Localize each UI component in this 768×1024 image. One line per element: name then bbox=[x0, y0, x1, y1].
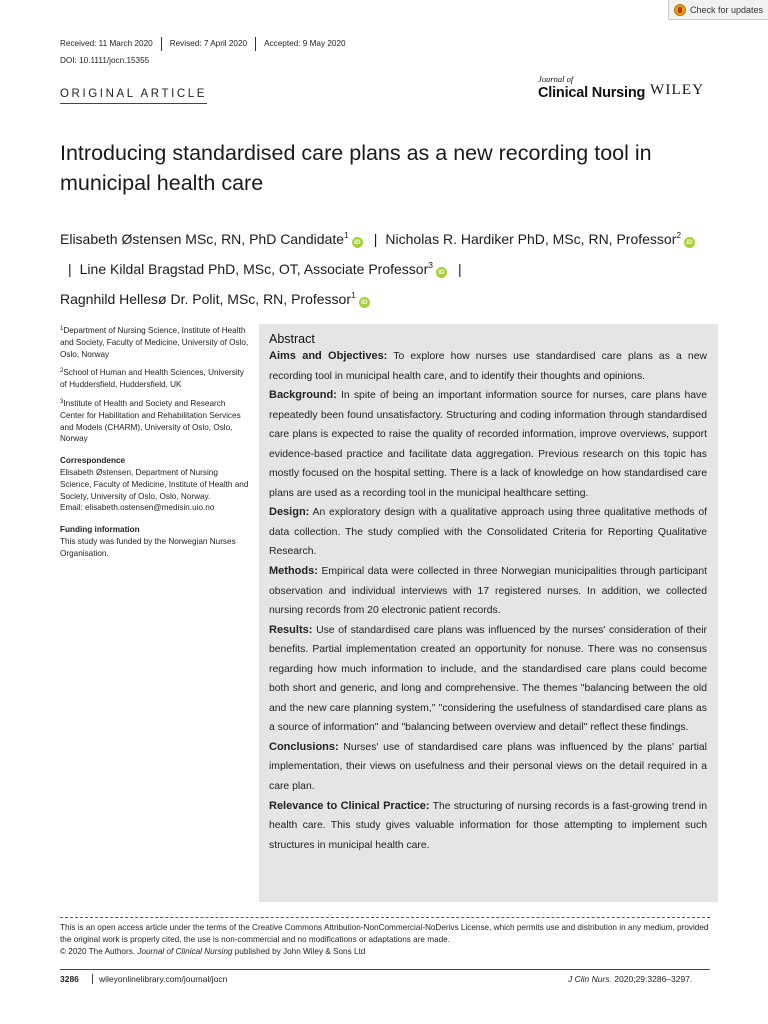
orcid-icon[interactable]: iD bbox=[352, 237, 363, 248]
abstract-section-text: Nurses' use of standardised care plans was influenced by the plans' partial implementation, their views on usefulness and their personal views on the detail required in a care plan. bbox=[269, 741, 707, 793]
abstract-section-label: Background: bbox=[269, 389, 337, 402]
abstract-section-text: An exploratory design with a qualitative approach using three qualitative methods of data collection. The study complied with the Consolidated Criteria for Reporting Qualitative Research. bbox=[269, 507, 707, 558]
copyright-line bbox=[60, 946, 710, 958]
front-matter-sidebar bbox=[60, 324, 250, 566]
copyright-suffix: published by John Wiley & Sons Ltd bbox=[232, 947, 366, 957]
correspondence-email[interactable]: Email: elisabeth.ostensen@medisin.uio.no bbox=[60, 503, 215, 513]
revised-date: Revised: 7 April 2020 bbox=[161, 37, 255, 51]
author-separator: | bbox=[457, 261, 462, 277]
correspondence-body: Elisabeth Østensen, Department of Nursing Science, Faculty of Medicine, Institute of Health and Society, University of Oslo, Oslo, Norway. bbox=[60, 467, 249, 501]
journal-of: Journal of bbox=[538, 74, 574, 84]
abstract-section-label: Conclusions: bbox=[269, 740, 339, 753]
received-date: Received: 11 March 2020 bbox=[60, 39, 153, 48]
abstract-section bbox=[269, 738, 707, 797]
affiliation-mark: 2 bbox=[676, 230, 682, 240]
affiliation-mark: 1 bbox=[350, 290, 356, 300]
orcid-icon[interactable]: iD bbox=[359, 297, 370, 308]
journal-name: Clinical Nursing bbox=[538, 85, 646, 101]
abstract-section-label: Aims and Objectives: bbox=[269, 350, 388, 362]
affiliation-text: Department of Nursing Science, Institute of Health and Society, Faculty of Medicine, University of Oslo, Oslo, Norway bbox=[60, 326, 249, 359]
abstract-section-text: In spite of being an important information source for nurses, care plans have repeatedly been found unsatisfactory. Structuring and coding information through standardised care plans is expected to raise the quality of recorded information, improve overviews, support evidence-based practice and facilitate data aggregation. Previous research on this topic has mostly focused on the hospital setting. There is a lack of knowledge on how standardised care plans are used as a recording tool in the municipal healthcare setting. bbox=[269, 390, 707, 499]
abstract-box bbox=[259, 324, 718, 902]
citation-journal: J Clin Nurs. bbox=[568, 974, 612, 984]
abstract-section-text: Use of standardised care plans was influenced by the nurses' consideration of their benefits. Partial implementation created an opportunity for nonuse. There was no consensus regarding how much information to include, and the standardised care plans could become both short and generic, and long and comprehensive. The themes "balancing between the old and the new care planning system," "considering the usefulness of standardised care plans as a source of information" and "balancing between overview and detail" reflect these findings. bbox=[269, 624, 707, 734]
history-dates bbox=[60, 37, 354, 51]
abstract-section bbox=[269, 562, 707, 621]
funding-body: This study was funded by the Norwegian Nurses Organisation. bbox=[60, 536, 236, 558]
publisher-logo: WILEY bbox=[650, 82, 705, 98]
affiliation bbox=[60, 324, 250, 360]
affiliation-mark: 3 bbox=[428, 260, 433, 270]
author: Ragnhild Hellesø Dr. Polit, MSc, RN, Professor bbox=[60, 291, 351, 307]
abstract-section bbox=[269, 503, 707, 562]
journal-logo bbox=[538, 75, 645, 102]
journal-website-link[interactable]: wileyonlinelibrary.com/journal/jocn bbox=[92, 974, 227, 984]
abstract-section-text: Empirical data were collected in three Norwegian municipalities through participant observation and individual interviews with 17 registered nurses. In addition, we collected nursing records from 20 electronic patient records. bbox=[269, 566, 707, 617]
orcid-icon[interactable]: iD bbox=[684, 237, 695, 248]
copyright-prefix: © 2020 The Authors. bbox=[60, 947, 138, 957]
author: Elisabeth Østensen MSc, RN, PhD Candidate bbox=[60, 231, 345, 247]
author: Line Kildal Bragstad PhD, MSc, OT, Associate Professor bbox=[79, 261, 429, 277]
abstract-section bbox=[269, 621, 707, 738]
accepted-date: Accepted: 9 May 2020 bbox=[255, 37, 353, 51]
affiliation-number: 3 bbox=[60, 398, 64, 405]
citation-volume: 2020;29:3286–3297. bbox=[611, 974, 693, 984]
affiliation-text: Institute of Health and Society and Research Center for Habilitation and Rehabilitation Services and Models (CHARM), University of Oslo, Oslo, Norway bbox=[60, 398, 241, 444]
check-for-updates-label: Check for updates bbox=[690, 4, 764, 15]
page-number: 3286 bbox=[60, 974, 79, 984]
abstract-section-text: The structuring of nursing records is a fast-growing trend in health care. This study gives valuable information for those attempting to implement such structures in municipal health care. bbox=[269, 800, 707, 851]
footer-divider bbox=[60, 917, 710, 918]
abstract-section bbox=[269, 386, 707, 503]
crossmark-icon bbox=[674, 4, 686, 16]
citation bbox=[568, 974, 692, 984]
abstract-section bbox=[269, 797, 707, 856]
abstract-section-label: Design: bbox=[269, 506, 310, 519]
abstract-section bbox=[269, 347, 707, 386]
orcid-icon[interactable]: iD bbox=[436, 267, 447, 278]
abstract-section-label: Relevance to Clinical Practice: bbox=[269, 799, 430, 812]
copyright-journal: Journal of Clinical Nursing bbox=[137, 947, 233, 957]
affiliation-mark: 1 bbox=[344, 230, 349, 240]
doi[interactable]: DOI: 10.1111/jocn.15355 bbox=[60, 56, 150, 65]
affiliation bbox=[60, 366, 250, 391]
author: Nicholas R. Hardiker PhD, MSc, RN, Professor bbox=[385, 231, 677, 247]
abstract-section-label: Results: bbox=[269, 623, 313, 636]
correspondence-heading: Correspondence bbox=[60, 456, 126, 466]
abstract-section-text: To explore how nurses use standardised care plans as a new recording tool in municipal health care, and to identify their thoughts and opinions. bbox=[269, 351, 707, 382]
affiliation-text: School of Human and Health Sciences, University of Huddersfield, Huddersfield, UK bbox=[60, 368, 245, 390]
abstract-heading: Abstract bbox=[269, 332, 315, 346]
article-type: ORIGINAL ARTICLE bbox=[60, 88, 207, 104]
check-for-updates-button[interactable] bbox=[668, 0, 768, 20]
bottom-divider bbox=[60, 969, 710, 970]
funding-heading: Funding information bbox=[60, 525, 140, 535]
author-separator: | bbox=[373, 231, 378, 247]
license-text: This is an open access article under the terms of the Creative Commons Attribution-NonCommercial-NoDerivs License, which permits use and distribution in any medium, provided the original work is properly cited, the use is non-commercial and no modifications or adaptations are made. bbox=[60, 923, 709, 945]
affiliation bbox=[60, 397, 250, 445]
affiliation-number: 1 bbox=[60, 326, 64, 332]
abstract-section-label: Methods: bbox=[269, 565, 318, 578]
author-separator: | bbox=[68, 261, 72, 277]
license-notice bbox=[60, 922, 710, 959]
article-title: Introducing standardised care plans as a new recording tool in municipal health care bbox=[60, 141, 652, 195]
author-list bbox=[60, 222, 720, 312]
affiliation-number: 2 bbox=[60, 368, 64, 375]
